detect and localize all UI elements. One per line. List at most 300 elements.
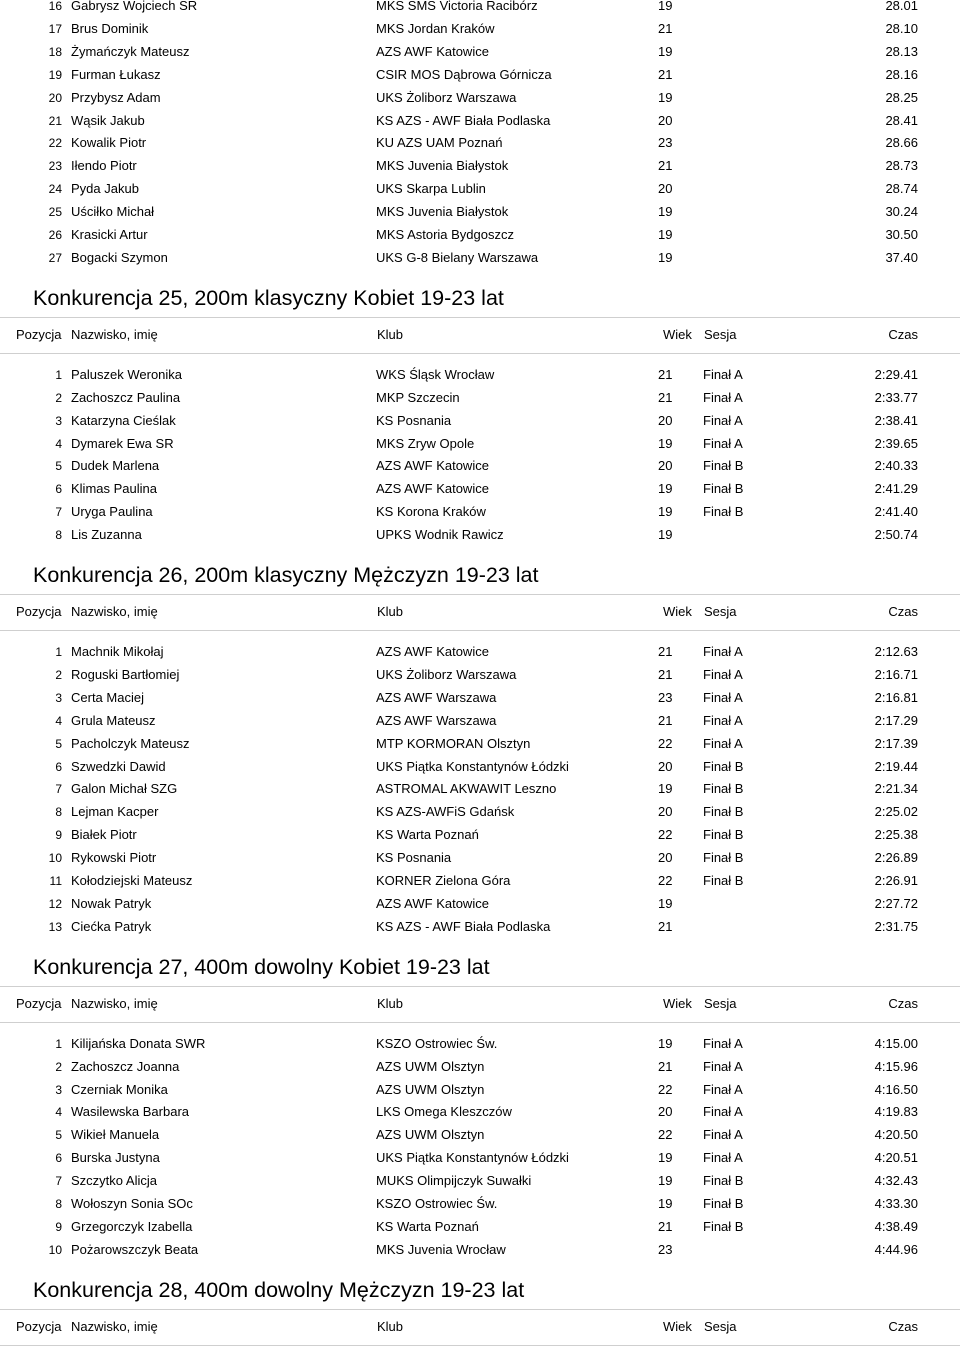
age-cell: 20	[658, 458, 673, 474]
name-cell: Szwedzki Dawid	[71, 758, 166, 774]
time-cell: 2:17.39	[874, 735, 918, 751]
age-cell: 20	[658, 804, 673, 820]
time-cell: 37.40	[885, 249, 918, 265]
club-cell: AZS UWM Olsztyn	[376, 1127, 485, 1143]
position-cell: 27	[48, 250, 62, 265]
header-age: Wiek	[663, 604, 692, 619]
header-name: Nazwisko, imię	[71, 326, 158, 342]
age-cell: 21	[658, 918, 673, 934]
result-row	[0, 524, 960, 546]
name-cell: Szczytko Alicja	[71, 1173, 157, 1189]
header-age: Wiek	[663, 1318, 692, 1334]
age-cell: 19	[658, 481, 673, 497]
result-row	[0, 847, 960, 869]
age-cell: 20	[658, 1104, 673, 1120]
position-cell: 17	[48, 21, 62, 36]
age-cell: 19	[658, 527, 673, 543]
header-club: Klub	[377, 1318, 404, 1334]
name-cell: Czerniak Monika	[71, 1081, 168, 1097]
name-cell: Kołodziejski Mateusz	[71, 873, 193, 888]
position-cell: 9	[55, 828, 62, 843]
club-cell: MKS Juvenia Białystok	[376, 204, 509, 220]
time-cell: 2:38.41	[874, 412, 918, 428]
time-cell: 2:41.29	[874, 481, 918, 497]
time-cell: 4:20.50	[874, 1127, 918, 1143]
header-club: Klub	[377, 995, 404, 1011]
time-cell: 2:31.75	[874, 918, 918, 934]
header-time: Czas	[888, 995, 918, 1011]
result-row	[0, 387, 960, 409]
position-cell: 4	[55, 436, 62, 451]
session-cell: Finał A	[703, 389, 743, 405]
club-cell: MKS Jordan Kraków	[376, 20, 495, 36]
age-cell: 23	[658, 135, 673, 151]
time-cell: 2:41.40	[874, 504, 918, 520]
club-cell: KU AZS UAM Poznań	[376, 135, 503, 151]
club-cell: UKS Skarpa Lublin	[376, 181, 486, 197]
club-cell: MKS Juvenia Wrocław	[376, 1241, 506, 1257]
name-cell: Iłendo Piotr	[71, 158, 137, 174]
age-cell: 21	[658, 158, 673, 174]
age-cell: 19	[658, 1173, 673, 1189]
club-cell: KSZO Ostrowiec Św.	[376, 1035, 498, 1051]
time-cell: 2:39.65	[874, 435, 918, 451]
age-cell: 20	[658, 181, 673, 197]
session-cell: Finał B	[703, 758, 744, 774]
time-cell: 28.66	[885, 135, 918, 151]
name-cell: Lis Zuzanna	[71, 527, 142, 543]
session-cell: Finał A	[703, 689, 743, 705]
time-cell: 2:26.91	[874, 873, 918, 888]
club-cell: LKS Omega Kleszczów	[376, 1104, 512, 1120]
result-row	[0, 893, 960, 915]
time-cell: 4:19.83	[874, 1104, 918, 1120]
name-cell: Burska Justyna	[71, 1150, 160, 1166]
age-cell: 22	[658, 1081, 673, 1097]
name-cell: Roguski Bartłomiej	[71, 666, 180, 682]
club-cell: KSZO Ostrowiec Św.	[376, 1196, 498, 1211]
position-cell: 1	[55, 367, 62, 382]
position-cell: 16	[48, 0, 62, 13]
result-row	[0, 455, 960, 477]
result-row	[0, 710, 960, 732]
age-cell: 20	[658, 758, 673, 774]
club-cell: AZS AWF Warszawa	[376, 712, 497, 728]
result-row	[0, 1101, 960, 1123]
name-cell: Dudek Marlena	[71, 458, 160, 474]
header-rule-top	[0, 594, 960, 595]
event-title: Konkurencja 25, 200m klasyczny Kobiet 19-23 lat	[33, 285, 504, 310]
position-cell: 11	[49, 874, 62, 888]
position-cell: 1	[55, 1036, 62, 1051]
time-cell: 30.24	[885, 204, 918, 220]
club-cell: MTP KORMORAN Olsztyn	[376, 735, 531, 751]
name-cell: Wikieł Manuela	[71, 1127, 160, 1143]
position-cell: 23	[48, 159, 62, 174]
age-cell: 21	[658, 389, 673, 405]
column-header-row	[0, 601, 960, 623]
position-cell: 8	[55, 805, 62, 820]
session-cell: Finał B	[703, 458, 744, 474]
result-row	[0, 364, 960, 386]
time-cell: 2:50.74	[874, 527, 918, 543]
header-rule-bottom	[0, 1022, 960, 1023]
session-cell: Finał B	[703, 873, 744, 888]
time-cell: 2:25.38	[874, 827, 918, 843]
result-row	[0, 1216, 960, 1238]
position-cell: 8	[55, 1197, 62, 1211]
club-cell: AZS AWF Warszawa	[376, 689, 497, 705]
name-cell: Grzegorczyk Izabella	[71, 1218, 193, 1234]
session-cell: Finał B	[703, 481, 744, 497]
position-cell: 5	[55, 736, 62, 751]
club-cell: WKS Śląsk Wrocław	[376, 366, 495, 382]
club-cell: KS AZS - AWF Biała Podlaska	[376, 918, 551, 934]
header-position: Pozycja	[16, 326, 62, 342]
position-cell: 4	[55, 1105, 62, 1120]
age-cell: 19	[658, 1035, 673, 1051]
header-age: Wiek	[663, 995, 692, 1011]
header-session: Sesja	[704, 995, 737, 1011]
result-row	[0, 664, 960, 686]
session-cell: Finał A	[703, 1058, 743, 1074]
session-cell: Finał A	[703, 735, 743, 751]
club-cell: MKP Szczecin	[376, 389, 460, 405]
result-row	[0, 916, 960, 938]
time-cell: 4:44.96	[874, 1241, 918, 1257]
club-cell: AZS AWF Katowice	[376, 895, 489, 911]
club-cell: CSIR MOS Dąbrowa Górnicza	[376, 66, 552, 82]
age-cell: 19	[658, 249, 673, 265]
name-cell: Zachoszcz Paulina	[71, 389, 181, 405]
session-cell: Finał A	[703, 1127, 743, 1143]
club-cell: AZS AWF Katowice	[376, 644, 489, 659]
result-row	[0, 410, 960, 432]
time-cell: 28.01	[885, 0, 918, 13]
time-cell: 4:15.96	[874, 1058, 918, 1074]
header-rule-bottom	[0, 1345, 960, 1346]
result-row	[0, 110, 960, 132]
club-cell: KS AZS-AWFiS Gdańsk	[376, 804, 515, 820]
name-cell: Przybysz Adam	[71, 89, 161, 105]
age-cell: 23	[658, 1241, 673, 1257]
club-cell: MKS SMS Victoria Racibórz	[376, 0, 538, 13]
age-cell: 21	[658, 20, 673, 36]
result-row	[0, 132, 960, 154]
name-cell: Grula Mateusz	[71, 712, 156, 728]
position-cell: 3	[55, 690, 62, 705]
club-cell: KORNER Zielona Góra	[376, 873, 511, 888]
name-cell: Paluszek Weronika	[71, 366, 183, 382]
time-cell: 28.41	[885, 112, 918, 128]
session-cell: Finał A	[703, 1150, 743, 1166]
position-cell: 18	[48, 44, 62, 59]
session-cell: Finał B	[703, 827, 744, 843]
age-cell: 20	[658, 112, 673, 128]
club-cell: UKS Żoliborz Warszawa	[376, 666, 517, 682]
event-title: Konkurencja 27, 400m dowolny Kobiet 19-23 lat	[33, 954, 490, 979]
time-cell: 2:29.41	[874, 366, 918, 382]
session-cell: Finał B	[703, 1196, 744, 1211]
position-cell: 19	[48, 67, 62, 82]
result-row	[0, 1239, 960, 1261]
result-row	[0, 1147, 960, 1169]
age-cell: 21	[658, 366, 673, 382]
event-title: Konkurencja 26, 200m klasyczny Mężczyzn 19-23 lat	[33, 563, 539, 587]
result-row	[0, 801, 960, 823]
result-row	[0, 1170, 960, 1192]
position-cell: 3	[55, 1082, 62, 1097]
time-cell: 2:16.81	[874, 689, 918, 705]
result-row	[0, 201, 960, 223]
position-cell: 7	[55, 505, 62, 520]
club-cell: MKS Zryw Opole	[376, 435, 475, 451]
time-cell: 2:27.72	[874, 895, 918, 911]
result-row	[0, 18, 960, 40]
name-cell: Certa Maciej	[71, 689, 144, 705]
age-cell: 19	[658, 204, 673, 220]
time-cell: 28.25	[885, 89, 918, 105]
time-cell: 2:19.44	[874, 758, 918, 774]
time-cell: 4:16.50	[874, 1081, 918, 1097]
name-cell: Brus Dominik	[71, 20, 149, 36]
club-cell: KS AZS - AWF Biała Podlaska	[376, 112, 551, 128]
name-cell: Białek Piotr	[71, 827, 137, 843]
age-cell: 19	[658, 89, 673, 105]
time-cell: 2:17.29	[874, 712, 918, 728]
age-cell: 19	[658, 1150, 673, 1166]
age-cell: 22	[658, 735, 673, 751]
name-cell: Wasilewska Barbara	[71, 1104, 190, 1120]
club-cell: KS Warta Poznań	[376, 1218, 479, 1234]
position-cell: 8	[55, 528, 62, 543]
header-position: Pozycja	[16, 604, 62, 619]
club-cell: UKS Piątka Konstantynów Łódzki	[376, 758, 569, 774]
name-cell: Wąsik Jakub	[71, 112, 145, 128]
name-cell: Żymańczyk Mateusz	[71, 43, 190, 59]
header-session: Sesja	[704, 1318, 737, 1334]
result-row	[0, 224, 960, 246]
age-cell: 19	[658, 504, 673, 520]
position-cell: 22	[48, 136, 62, 151]
age-cell: 22	[658, 1127, 673, 1143]
position-cell: 10	[48, 1242, 62, 1257]
position-cell: 24	[48, 182, 62, 197]
result-row	[0, 1193, 960, 1215]
name-cell: Nowak Patryk	[71, 895, 152, 911]
club-cell: UKS G-8 Bielany Warszawa	[376, 249, 539, 265]
position-cell: 21	[48, 113, 62, 128]
club-cell: MUKS Olimpijczyk Suwałki	[376, 1173, 532, 1189]
time-cell: 28.10	[885, 20, 918, 36]
club-cell: AZS AWF Katowice	[376, 458, 489, 474]
session-cell: Finał A	[703, 644, 743, 659]
header-position: Pozycja	[16, 1318, 62, 1334]
age-cell: 21	[658, 66, 673, 82]
result-row	[0, 870, 960, 892]
result-row	[0, 64, 960, 86]
result-row	[0, 41, 960, 63]
club-cell: KS Korona Kraków	[376, 504, 486, 520]
column-header-row	[0, 1316, 960, 1338]
age-cell: 19	[658, 1196, 673, 1211]
result-row	[0, 501, 960, 523]
result-row	[0, 1124, 960, 1146]
position-cell: 12	[48, 896, 62, 911]
time-cell: 4:20.51	[874, 1150, 918, 1166]
result-row	[0, 0, 960, 17]
name-cell: Furman Łukasz	[71, 66, 161, 82]
header-rule-bottom	[0, 353, 960, 354]
age-cell: 19	[658, 435, 673, 451]
header-rule-bottom	[0, 630, 960, 631]
position-cell: 5	[55, 459, 62, 474]
result-row	[0, 824, 960, 846]
name-cell: Bogacki Szymon	[71, 249, 168, 265]
club-cell: MKS Juvenia Białystok	[376, 158, 509, 174]
header-rule-top	[0, 317, 960, 318]
position-cell: 13	[48, 919, 62, 934]
age-cell: 23	[658, 689, 673, 705]
name-cell: Uściłko Michał	[71, 204, 155, 220]
age-cell: 20	[658, 850, 673, 866]
club-cell: KS Posnania	[376, 850, 452, 866]
result-row	[0, 756, 960, 778]
position-cell: 3	[55, 413, 62, 428]
club-cell: UPKS Wodnik Rawicz	[376, 527, 504, 543]
header-time: Czas	[888, 1318, 918, 1334]
time-cell: 28.13	[885, 43, 918, 59]
position-cell: 5	[55, 1128, 62, 1143]
session-cell: Finał A	[703, 412, 743, 428]
session-cell: Finał A	[703, 366, 743, 382]
time-cell: 2:33.77	[874, 389, 918, 405]
club-cell: MKS Astoria Bydgoszcz	[376, 227, 514, 242]
club-cell: KS Posnania	[376, 412, 452, 428]
name-cell: Pyda Jakub	[71, 181, 139, 197]
age-cell: 20	[658, 412, 673, 428]
age-cell: 22	[658, 827, 673, 843]
name-cell: Klimas Paulina	[71, 481, 157, 497]
name-cell: Dymarek Ewa SR	[71, 435, 174, 451]
position-cell: 2	[55, 1059, 62, 1074]
result-row	[0, 155, 960, 177]
time-cell: 4:32.43	[874, 1173, 918, 1189]
name-cell: Gabrysz Wojciech SR	[71, 0, 198, 13]
header-club: Klub	[377, 604, 404, 619]
result-row	[0, 247, 960, 269]
age-cell: 19	[658, 0, 673, 13]
result-row	[0, 733, 960, 755]
session-cell: Finał A	[703, 666, 743, 682]
column-header-row	[0, 324, 960, 346]
session-cell: Finał A	[703, 1104, 743, 1120]
name-cell: Pożarowszczyk Beata	[71, 1241, 199, 1257]
result-row	[0, 1079, 960, 1101]
time-cell: 28.74	[885, 181, 918, 197]
result-row	[0, 87, 960, 109]
header-name: Nazwisko, imię	[71, 1318, 158, 1334]
position-cell: 2	[55, 667, 62, 682]
time-cell: 2:25.02	[874, 804, 918, 820]
position-cell: 7	[55, 782, 62, 797]
club-cell: ASTROMAL AKWAWIT Leszno	[376, 781, 557, 797]
club-cell: UKS Żoliborz Warszawa	[376, 89, 517, 105]
position-cell: 20	[48, 90, 62, 105]
name-cell: Machnik Mikołaj	[71, 644, 164, 659]
result-row	[0, 478, 960, 500]
header-name: Nazwisko, imię	[71, 995, 158, 1011]
time-cell: 4:15.00	[874, 1035, 918, 1051]
session-cell: Finał B	[703, 850, 744, 866]
position-cell: 1	[55, 645, 62, 659]
time-cell: 4:38.49	[874, 1218, 918, 1234]
name-cell: Rykowski Piotr	[71, 850, 157, 866]
time-cell: 2:26.89	[874, 850, 918, 866]
age-cell: 21	[658, 1058, 673, 1074]
age-cell: 21	[658, 666, 673, 682]
name-cell: Zachoszcz Joanna	[71, 1058, 180, 1074]
age-cell: 19	[658, 895, 673, 911]
session-cell: Finał A	[703, 1035, 743, 1051]
session-cell: Finał A	[703, 435, 743, 451]
name-cell: Pacholczyk Mateusz	[71, 735, 190, 751]
result-row	[0, 433, 960, 455]
session-cell: Finał A	[703, 1081, 743, 1097]
time-cell: 4:33.30	[874, 1196, 918, 1211]
age-cell: 19	[658, 227, 673, 242]
name-cell: Krasicki Artur	[71, 227, 148, 242]
age-cell: 22	[658, 873, 673, 888]
position-cell: 10	[48, 851, 62, 866]
result-row	[0, 778, 960, 800]
position-cell: 2	[55, 390, 62, 405]
club-cell: AZS UWM Olsztyn	[376, 1058, 485, 1074]
header-time: Czas	[888, 326, 918, 342]
time-cell: 2:21.34	[874, 781, 918, 797]
age-cell: 21	[658, 1218, 673, 1234]
header-rule-top	[0, 986, 960, 987]
name-cell: Lejman Kacper	[71, 804, 159, 820]
position-cell: 26	[48, 228, 62, 242]
name-cell: Galon Michał SZG	[71, 781, 178, 797]
club-cell: KS Warta Poznań	[376, 827, 479, 843]
position-cell: 6	[55, 759, 62, 774]
position-cell: 7	[55, 1174, 62, 1189]
name-cell: Ciećka Patryk	[71, 918, 152, 934]
result-row	[0, 1033, 960, 1055]
club-cell: AZS AWF Katowice	[376, 481, 489, 497]
header-session: Sesja	[704, 604, 737, 619]
club-cell: UKS Piątka Konstantynów Łódzki	[376, 1150, 569, 1166]
header-name: Nazwisko, imię	[71, 604, 158, 619]
session-cell: Finał A	[703, 712, 743, 728]
header-position: Pozycja	[16, 995, 62, 1011]
session-cell: Finał B	[703, 781, 744, 797]
session-cell: Finał B	[703, 504, 744, 520]
header-age: Wiek	[663, 326, 692, 342]
position-cell: 9	[55, 1219, 62, 1234]
name-cell: Wołoszyn Sonia SOc	[71, 1196, 193, 1211]
header-rule-top	[0, 1309, 960, 1310]
time-cell: 28.16	[885, 66, 918, 82]
time-cell: 2:16.71	[874, 666, 918, 682]
result-row	[0, 687, 960, 709]
time-cell: 2:12.63	[874, 644, 918, 659]
header-session: Sesja	[704, 326, 737, 342]
event-title: Konkurencja 28, 400m dowolny Mężczyzn 19-23 lat	[33, 1277, 525, 1302]
time-cell: 2:40.33	[874, 458, 918, 474]
